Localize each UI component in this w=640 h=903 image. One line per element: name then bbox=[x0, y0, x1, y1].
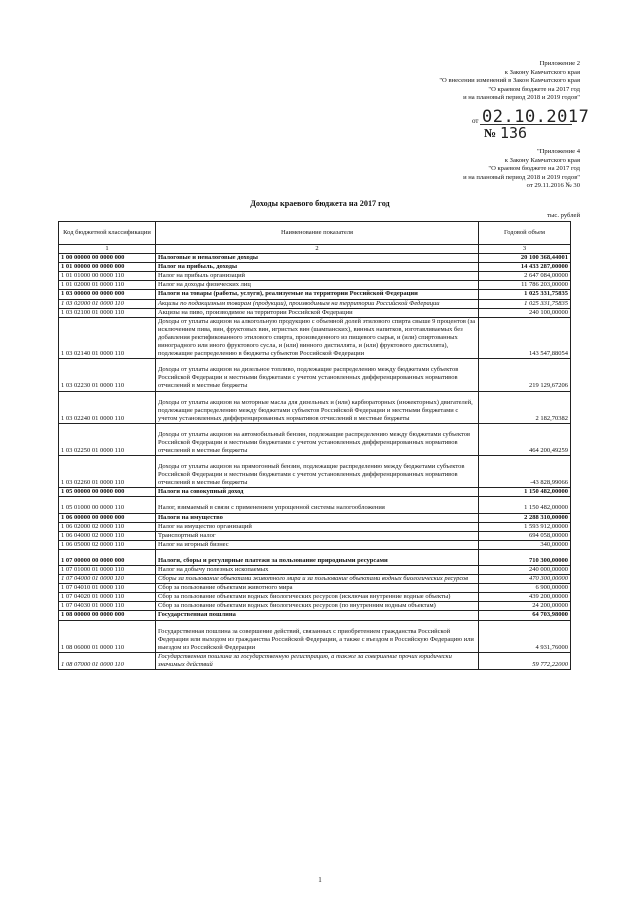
table-row bbox=[59, 290, 571, 299]
cell-name: Доходы от уплаты акцизов на автомобильный бензин, подлежащие распределению между бюджетами субъектов Российской Федерации и местными бюджетами с учетом установленных дифференцированных нормативов отчислений в местные бюджеты bbox=[156, 423, 479, 455]
handwritten-number: 136 bbox=[500, 124, 528, 142]
cell-name: Акцизы по подакцизным товарам (продукции), производимым на территории Российской Федерации bbox=[156, 299, 479, 308]
cell-name: Доходы от уплаты акцизов на алкогольную продукцию с объемной долей этилового спирта свыше 9 процентов (за исключением пива, вин, фруктовых вин, игристых вин (шампанских), винных напитков, изготавливаемых без добавления ректификованного этилового спирта, произведенного из пищевого сырья, и (или) спиртованных виноградного или иного фруктового сусла, и (или) винного дистиллята, и (или) фруктового дистиллята), подлежащие распределению в бюджеты субъектов Российской Федерации bbox=[156, 317, 479, 358]
cell-name: Государственная пошлина за государственную регистрацию, а также за совершение прочих юридически значимых действий bbox=[156, 652, 479, 669]
cell-amount: 64 703,98000 bbox=[479, 611, 571, 620]
budget-revenue-table bbox=[58, 221, 571, 670]
table-row bbox=[59, 611, 571, 620]
header-amount: Годовой объем bbox=[479, 222, 571, 245]
header-appendix-2 bbox=[439, 60, 580, 103]
cell-name: Доходы от уплаты акцизов на моторные масла для дизельных и (или) карбюраторных (инжекторных) двигателей, подлежащие распределению между бюджетами субъектов Российской Федерации и местными бюджетами с учетом установленных дифференцированных нормативов отчислений в местные бюджеты bbox=[156, 391, 479, 423]
cell-code: 1 06 02000 02 0000 110 bbox=[59, 522, 156, 531]
cell-name: Государственная пошлина за совершение действий, связанных с приобретением гражданства Российской Федерации или выходом из гражданства Российской Федерации, а также с въездом в Российскую Федерацию или выездом из Российской Федерации bbox=[156, 620, 479, 652]
table-row bbox=[59, 317, 571, 358]
header-line: "О краевом бюджете на 2017 год bbox=[488, 165, 580, 173]
cell-code: 1 01 01000 00 0000 110 bbox=[59, 272, 156, 281]
cell-amount: 4 931,76000 bbox=[479, 620, 571, 652]
table-row bbox=[59, 593, 571, 602]
cell-code: 1 07 00000 00 0000 000 bbox=[59, 549, 156, 565]
units-label: тыс. рублей bbox=[547, 212, 580, 219]
header-appendix-4 bbox=[463, 148, 580, 191]
table-row bbox=[59, 540, 571, 549]
cell-amount: 59 772,22000 bbox=[479, 652, 571, 669]
table-row bbox=[59, 456, 571, 488]
cell-code: 1 08 07000 01 0000 110 bbox=[59, 652, 156, 669]
cell-code: 1 03 02100 01 0000 110 bbox=[59, 308, 156, 317]
table-row bbox=[59, 359, 571, 391]
cell-code: 1 07 01000 01 0000 110 bbox=[59, 566, 156, 575]
cell-name: Сбор за пользование объектами животного мира bbox=[156, 584, 479, 593]
cell-amount: 143 547,88054 bbox=[479, 317, 571, 358]
cell-code: 1 06 00000 00 0000 000 bbox=[59, 513, 156, 522]
page-number: 1 bbox=[318, 876, 322, 884]
cell-amount: 694 058,00000 bbox=[479, 531, 571, 540]
cell-amount: -43 828,99066 bbox=[479, 456, 571, 488]
cell-amount: 240 000,00000 bbox=[479, 566, 571, 575]
cell-code: 1 01 00000 00 0000 000 bbox=[59, 263, 156, 272]
header-line: "Приложение 4 bbox=[536, 148, 580, 155]
table-row bbox=[59, 566, 571, 575]
cell-name: Сборы за пользование объектами животного мира и за пользование объектами водных биологических ресурсов bbox=[156, 575, 479, 584]
cell-amount: 6 900,00000 bbox=[479, 584, 571, 593]
cell-amount: 1 025 331,75835 bbox=[479, 290, 571, 299]
document-title: Доходы краевого бюджета на 2017 год bbox=[250, 199, 390, 208]
table-row bbox=[59, 513, 571, 522]
cell-name: Доходы от уплаты акцизов на дизельное топливо, подлежащие распределению между бюджетами субъектов Российской Федерации и местными бюджетами с учетом установленных дифференцированных нормативов отчислений в местные бюджеты bbox=[156, 359, 479, 391]
cell-code: 1 00 00000 00 0000 000 bbox=[59, 254, 156, 263]
cell-name: Налог на прибыль организаций bbox=[156, 272, 479, 281]
cell-amount: 219 129,67206 bbox=[479, 359, 571, 391]
cell-code: 1 03 02240 01 0000 110 bbox=[59, 391, 156, 423]
cell-name: Сбор за пользование объектами водных биологических ресурсов (исключая внутренние водные объекты) bbox=[156, 593, 479, 602]
cell-code: 1 07 04020 01 0000 110 bbox=[59, 593, 156, 602]
header-name: Наименование показателя bbox=[156, 222, 479, 245]
cell-amount: 464 200,49259 bbox=[479, 423, 571, 455]
cell-code: 1 03 02250 01 0000 110 bbox=[59, 423, 156, 455]
header-number: 3 bbox=[479, 245, 571, 254]
cell-amount: 240 100,00000 bbox=[479, 308, 571, 317]
table-row bbox=[59, 488, 571, 497]
cell-amount: 2 647 084,00000 bbox=[479, 272, 571, 281]
table-row bbox=[59, 602, 571, 611]
cell-name: Налог на добычу полезных ископаемых bbox=[156, 566, 479, 575]
cell-code: 1 08 00000 00 0000 000 bbox=[59, 611, 156, 620]
cell-amount: 1 593 912,00000 bbox=[479, 522, 571, 531]
cell-amount: 439 200,00000 bbox=[479, 593, 571, 602]
header-line: "О краевом бюджете на 2017 год bbox=[488, 85, 580, 93]
cell-amount: 11 786 203,00000 bbox=[479, 281, 571, 290]
cell-name: Доходы от уплаты акцизов на прямогонный бензин, подлежащие распределению между бюджетами субъектов Российской Федерации и местными бюджетами с учетом установленных дифференцированных нормативов отчислений в местные бюджеты bbox=[156, 456, 479, 488]
table-row bbox=[59, 254, 571, 263]
cell-amount: 1 150 482,00000 bbox=[479, 497, 571, 513]
cell-amount: 14 433 287,00000 bbox=[479, 263, 571, 272]
header-line: и на плановый период 2018 и 2019 годов" bbox=[463, 173, 580, 181]
cell-name: Налог на доходы физических лиц bbox=[156, 281, 479, 290]
cell-amount: 470 300,00000 bbox=[479, 575, 571, 584]
cell-amount: 1 025 331,75835 bbox=[479, 299, 571, 308]
table-row bbox=[59, 391, 571, 423]
cell-name: Транспортный налог bbox=[156, 531, 479, 540]
cell-code: 1 05 00000 00 0000 000 bbox=[59, 488, 156, 497]
cell-code: 1 06 05000 02 0000 110 bbox=[59, 540, 156, 549]
cell-name: Налог на игорный бизнес bbox=[156, 540, 479, 549]
cell-amount: 340,00000 bbox=[479, 540, 571, 549]
cell-code: 1 03 02140 01 0000 110 bbox=[59, 317, 156, 358]
cell-name: Государственная пошлина bbox=[156, 611, 479, 620]
table-row bbox=[59, 549, 571, 565]
cell-code: 1 08 06000 01 0000 110 bbox=[59, 620, 156, 652]
cell-code: 1 03 02260 01 0000 110 bbox=[59, 456, 156, 488]
table-body bbox=[59, 254, 571, 670]
table-row bbox=[59, 272, 571, 281]
cell-name: Налоги, сборы и регулярные платежи за пользование природными ресурсами bbox=[156, 549, 479, 565]
table-row bbox=[59, 652, 571, 669]
table-row bbox=[59, 299, 571, 308]
header-code: Код бюджетной классификации bbox=[59, 222, 156, 245]
header-line: и на плановый период 2018 и 2019 годов" bbox=[463, 94, 580, 102]
cell-code: 1 03 02230 01 0000 110 bbox=[59, 359, 156, 391]
table-row bbox=[59, 497, 571, 513]
cell-code: 1 07 04010 01 0000 110 bbox=[59, 584, 156, 593]
table-row bbox=[59, 423, 571, 455]
table-row bbox=[59, 308, 571, 317]
cell-amount: 2 182,70382 bbox=[479, 391, 571, 423]
cell-code: 1 01 02000 01 0000 110 bbox=[59, 281, 156, 290]
cell-name: Налоги на имущество bbox=[156, 513, 479, 522]
header-line: Приложение 2 bbox=[539, 60, 580, 67]
table-row bbox=[59, 531, 571, 540]
cell-name: Налог на имущество организаций bbox=[156, 522, 479, 531]
table-row bbox=[59, 584, 571, 593]
cell-code: 1 03 00000 00 0000 000 bbox=[59, 290, 156, 299]
table-row bbox=[59, 575, 571, 584]
header-line: к Закону Камчатского края bbox=[504, 156, 580, 164]
table-row bbox=[59, 281, 571, 290]
header-line: "О внесении изменений в Закон Камчатского края bbox=[439, 77, 580, 85]
header-line: от 29.11.2016 № 30 bbox=[526, 182, 580, 190]
cell-name: Налоги на совокупный доход bbox=[156, 488, 479, 497]
cell-amount: 710 300,00000 bbox=[479, 549, 571, 565]
cell-amount: 24 200,00000 bbox=[479, 602, 571, 611]
cell-code: 1 06 04000 02 0000 110 bbox=[59, 531, 156, 540]
cell-code: 1 07 04030 01 0000 110 bbox=[59, 602, 156, 611]
cell-name: Налоги на товары (работы, услуги), реализуемые на территории Российской Федерации bbox=[156, 290, 479, 299]
cell-code: 1 03 02000 01 0000 110 bbox=[59, 299, 156, 308]
cell-code: 1 07 04000 01 0000 110 bbox=[59, 575, 156, 584]
cell-code: 1 05 01000 00 0000 110 bbox=[59, 497, 156, 513]
table-row bbox=[59, 522, 571, 531]
cell-name: Акцизы на пиво, производимое на территории Российской Федерации bbox=[156, 308, 479, 317]
header-number: 1 bbox=[59, 245, 156, 254]
date-prefix: от bbox=[472, 117, 479, 125]
table-row bbox=[59, 263, 571, 272]
header-line: к Закону Камчатского края bbox=[504, 68, 580, 76]
cell-amount: 1 150 482,00000 bbox=[479, 488, 571, 497]
cell-name: Налог на прибыль, доходы bbox=[156, 263, 479, 272]
handwritten-date: 02.10.2017 bbox=[482, 107, 590, 127]
cell-amount: 20 100 368,44001 bbox=[479, 254, 571, 263]
cell-amount: 2 288 310,00000 bbox=[479, 513, 571, 522]
cell-name: Налог, взимаемый в связи с применением упрощенной системы налогообложения bbox=[156, 497, 479, 513]
header-number: 2 bbox=[156, 245, 479, 254]
cell-name: Сбор за пользование объектами водных биологических ресурсов (по внутренним водным объектам) bbox=[156, 602, 479, 611]
table-row bbox=[59, 620, 571, 652]
number-sign: № bbox=[484, 126, 497, 140]
cell-name: Налоговые и неналоговые доходы bbox=[156, 254, 479, 263]
